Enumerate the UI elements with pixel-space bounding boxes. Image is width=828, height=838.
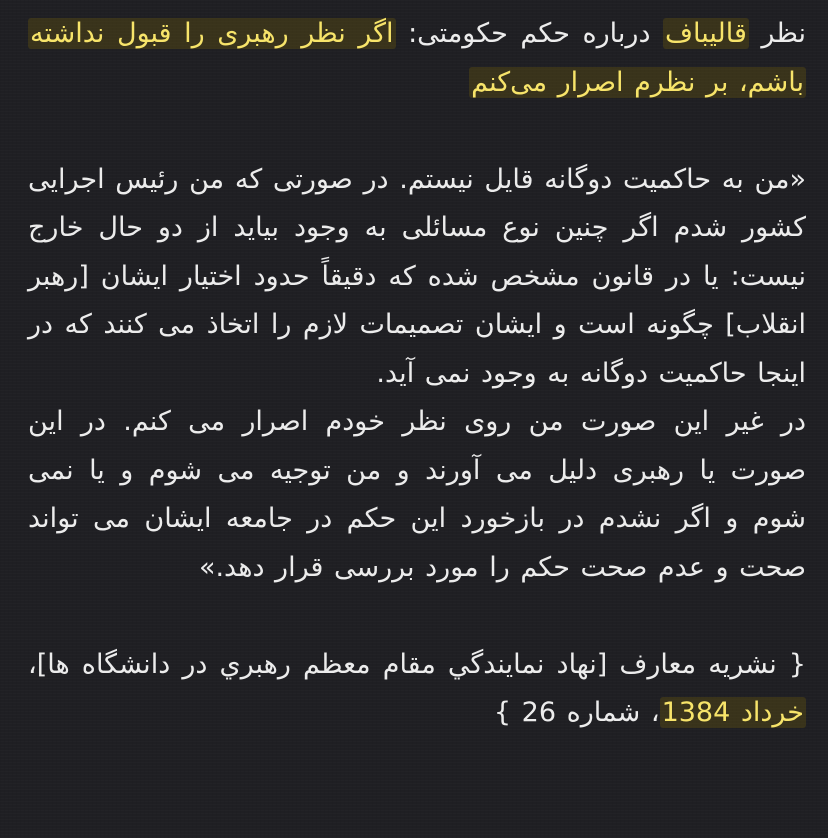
quote-paragraph-1: «من به حاکمیت دوگانه قایل نیستم. در صورتی که من رئیس اجرایی کشور شدم اگر چنین نوع مسائلی به وجود بیاید از دو حال خارج نیست: یا در قانون مشخص شده که دقیقاً حدود اختیار ایشان [رهبر انقلاب] چگونه است و ایشان تصمیمات لازم را اتخاذ می کنند که در اینجا حاکمیت دوگانه به وجود نمی آید. xyxy=(28,163,806,389)
source-suffix: ، شماره 26 } xyxy=(493,697,660,728)
blank-line xyxy=(28,107,806,156)
quote-paragraph-2: در غیر این صورت من روی نظر خودم اصرار می کنم. در این صورت یا رهبری دلیل می آورند و من توجیه می شوم و یا نمی شوم و اگر نشدم در بازخورد این حکم در جامعه ایشان می تواند صحت و عدم صحت حکم را مورد بررسی قرار دهد.» xyxy=(28,406,806,583)
highlighted-quote: اگر نظر رهبری را قبول نداشته باشم، بر نظرم اصرار می‌کنم xyxy=(30,18,804,98)
heading-paragraph xyxy=(28,10,806,107)
source-citation xyxy=(28,641,806,738)
blank-line xyxy=(28,592,806,641)
article-text xyxy=(28,10,806,738)
highlighted-date: خرداد 1384 xyxy=(661,697,804,728)
heading-prefix: نظر xyxy=(748,18,806,49)
highlighted-name: قالیباف xyxy=(665,18,747,49)
heading-subject: درباره حکم حکومتی: xyxy=(395,18,664,49)
source-prefix: { نشریه معارف [نهاد نمایندگي مقام معظم رهبري در دانشگاه ها]، xyxy=(28,648,806,680)
